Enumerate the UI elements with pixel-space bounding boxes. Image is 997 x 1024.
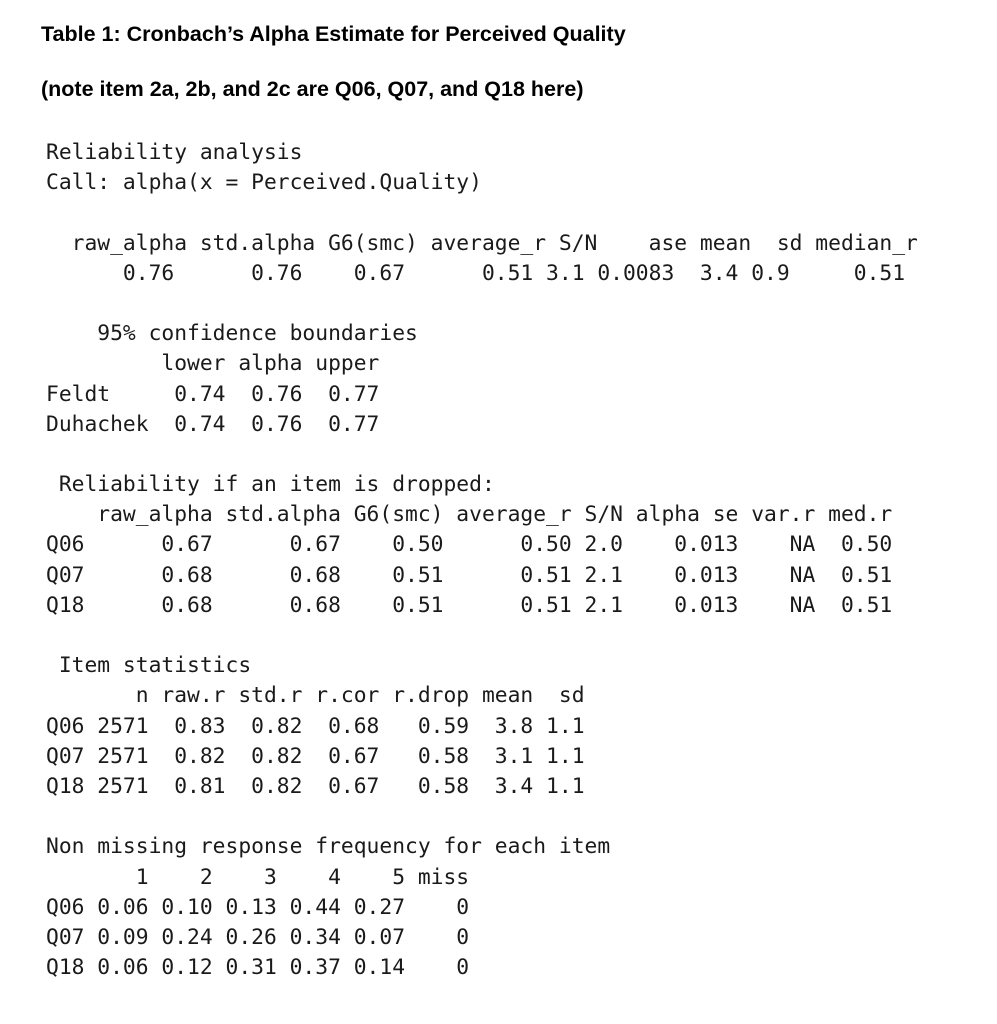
r-console-output	[46, 138, 918, 983]
console-line: Q06 0.67 0.67 0.50 0.50 2.0 0.013 NA 0.50	[46, 532, 893, 558]
console-line: Call: alpha(x = Perceived.Quality)	[46, 170, 482, 196]
console-line	[46, 440, 918, 470]
console-line: Q18 0.06 0.12 0.31 0.37 0.14 0	[46, 955, 470, 981]
console-line: 95% confidence boundaries	[46, 321, 418, 347]
console-line	[46, 198, 918, 228]
console-line: Q06 0.06 0.10 0.13 0.44 0.27 0	[46, 894, 470, 920]
console-line: raw_alpha std.alpha G6(smc) average_r S/N ase mean sd median_r	[46, 230, 918, 256]
console-line: raw_alpha std.alpha G6(smc) average_r S/N alpha se var.r med.r	[46, 502, 893, 528]
console-line: lower alpha upper	[46, 351, 380, 377]
console-line: Feldt 0.74 0.76 0.77	[46, 381, 380, 407]
console-line: Q07 0.68 0.68 0.51 0.51 2.1 0.013 NA 0.51	[46, 562, 893, 588]
console-line: Reliability if an item is dropped:	[46, 472, 495, 498]
console-line	[46, 289, 918, 319]
console-line: Reliability analysis	[46, 140, 303, 165]
console-line: Q06 2571 0.83 0.82 0.68 0.59 3.8 1.1	[46, 713, 585, 739]
console-line: 1 2 3 4 5 miss	[46, 864, 470, 890]
console-line	[46, 802, 918, 832]
console-line: Q07 0.09 0.24 0.26 0.34 0.07 0	[46, 924, 470, 950]
console-line: n raw.r std.r r.cor r.drop mean sd	[46, 683, 585, 709]
console-line: Non missing response frequency for each item	[46, 834, 611, 860]
table-note: (note item 2a, 2b, and 2c are Q06, Q07, and Q18 here)	[41, 77, 584, 101]
console-line: Item statistics	[46, 653, 252, 679]
console-line: Q18 2571 0.81 0.82 0.67 0.58 3.4 1.1	[46, 773, 585, 799]
console-line: Q18 0.68 0.68 0.51 0.51 2.1 0.013 NA 0.51	[46, 592, 893, 618]
table-title: Table 1: Cronbach’s Alpha Estimate for Perceived Quality	[41, 22, 626, 46]
console-line: Q07 2571 0.82 0.82 0.67 0.58 3.1 1.1	[46, 743, 585, 769]
console-line: 0.76 0.76 0.67 0.51 3.1 0.0083 3.4 0.9 0.51	[46, 260, 906, 286]
console-line	[46, 621, 918, 651]
console-line: Duhachek 0.74 0.76 0.77	[46, 411, 380, 437]
